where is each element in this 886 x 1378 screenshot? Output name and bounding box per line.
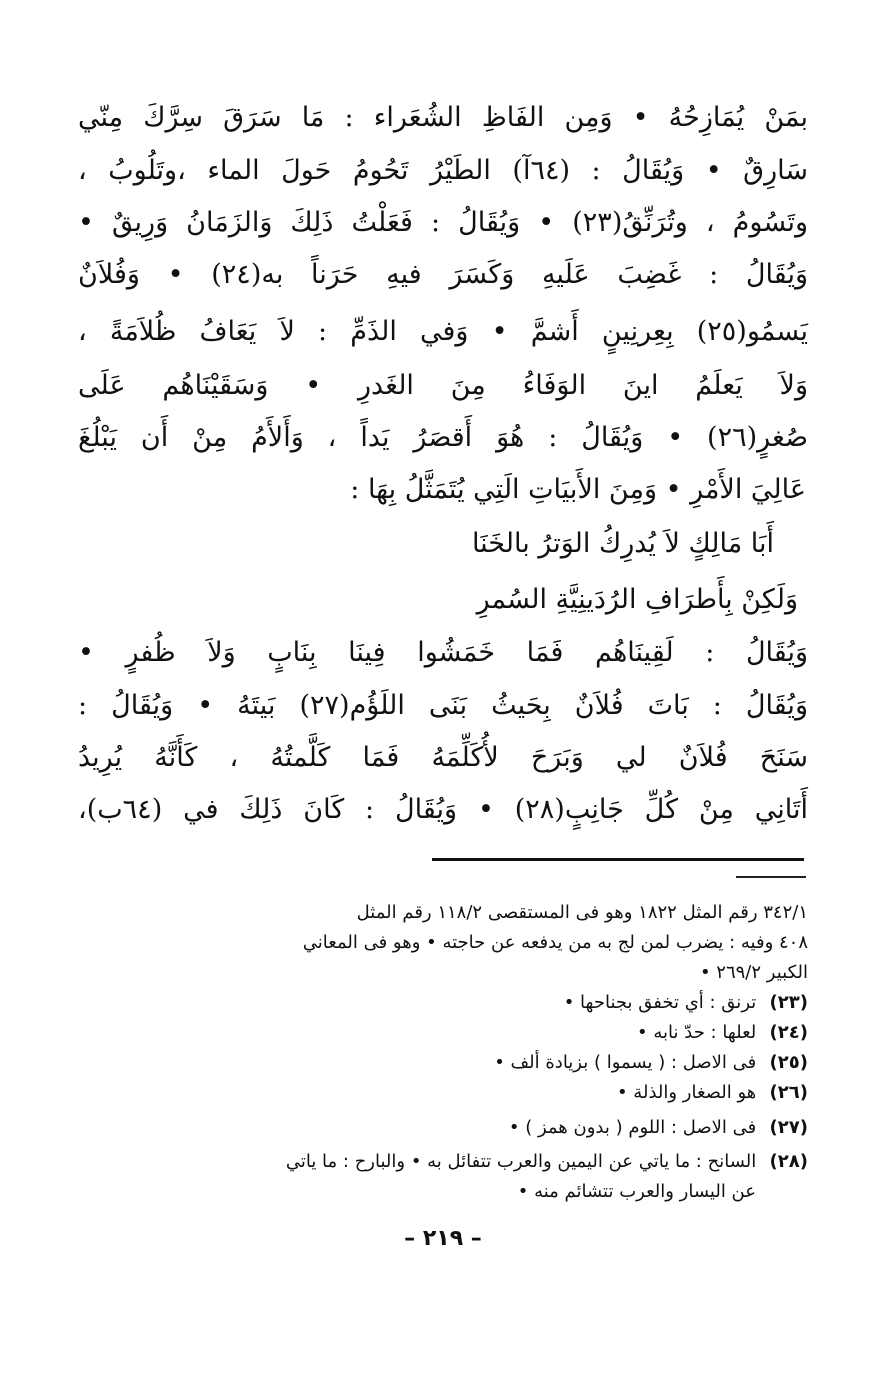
footnote-number: (٢٦) [769, 1082, 808, 1103]
text-line: صُغرٍ(٢٦) • وَيُقَالُ : هُوَ أَقصَرُ يَداً ، وَأَلأَمُ مِنْ أَن يَبْلُغَ [78, 422, 808, 453]
footnote [78, 958, 808, 988]
footnote-text: فى الاصل : ( يسموا ) بزيادة ألف • [494, 1052, 757, 1073]
footnote-text: ٤٠٨ وفيه : يضرب لمن لج به من يدفعه عن حاجته • وهو فى المعاني [302, 932, 808, 953]
text-line: وتَسُومُ ، وتُرَنِّقُ(٢٣) • وَيُقَالُ : فَعَلْتُ ذَلِكَ وَالزَمَانُ وَرِيقٌ • [78, 207, 808, 238]
footnote [78, 928, 808, 958]
footnote-number: (٢٨) [769, 1151, 808, 1172]
footnote-number: (٢٧) [769, 1117, 808, 1138]
footnote-separator [432, 858, 804, 861]
footnote [78, 1147, 808, 1177]
footnote-text: ترنق : أي تخفق بجناحها • [563, 992, 757, 1013]
text-line: سَنَحَ فُلاَنٌ لي وَبَرَحَ لأُكَلِّمَهُ فَمَا كَلَّمتُهُ ، كَأَنَّهُ يُرِيدُ [78, 742, 808, 773]
footnote-text: فى الاصل : اللوم ( بدون همز ) • [508, 1117, 757, 1138]
footnote-text: الكبير ٢٦٩/٢ • [699, 962, 808, 983]
footnote [78, 1018, 808, 1048]
footnote [78, 1177, 756, 1207]
footnote-text: ٣٤٢/١ رقم المثل ١٨٢٢ وهو فى المستقصى ١١٨/٢ رقم المثل [356, 902, 808, 923]
footnote [78, 898, 808, 928]
footnote-text: هو الصغار والذلة • [616, 1082, 757, 1103]
footnote [78, 1113, 808, 1143]
text-line: وَيُقَالُ : غَضِبَ عَلَيهِ وَكَسَرَ فيهِ حَرَناً به(٢٤) • وَفُلاَنٌ [78, 259, 808, 290]
footnote-number: (٢٤) [769, 1022, 808, 1043]
text-line: سَارِقٌ • وَيُقَالُ : (٦٤آ) الطَيْرُ تَحُومُ حَولَ الماء ،وتَلُوبُ ، [78, 155, 808, 186]
verse-line: أَبَا مَالِكٍ لاَ يُدرِكُ الوَترُ بالخَنَا [471, 528, 774, 559]
footnote-text: لعلها : حدّ نابه • [637, 1022, 757, 1043]
text-line: يَسمُو(٢٥) بِعِرنِينٍ أَشمَّ • وَفي الذَمِّ : لاَ يَعَافُ ظُلاَمَةً ، [78, 316, 808, 347]
text-line: أَتَانِي مِنْ كُلِّ جَانِبٍ(٢٨) • وَيُقَالُ : كَانَ ذَلِكَ في (٦٤ب)، [78, 794, 808, 825]
text-line: وَلاَ يَعلَمُ اينَ الوَفَاءُ مِنَ الغَدرِ • وَسَقَيْنَاهُم عَلَى [78, 370, 808, 401]
footnote [78, 988, 808, 1018]
footnote [78, 1078, 808, 1108]
text-line: بمَنْ يُمَازِحُهُ • وَمِن الفَاظِ الشُعَراء : مَا سَرَقَ سِرَّكَ مِنّي [78, 102, 808, 133]
separator-ornament [736, 876, 806, 878]
footnote [78, 1048, 808, 1078]
footnote-text: عن اليسار والعرب تتشائم منه • [517, 1181, 756, 1202]
footnote-number: (٢٣) [769, 992, 808, 1013]
text-line: عَالِيَ الأَمْرِ • وَمِنَ الأَبيَاتِ الَتِي يُتَمَثَّلُ بِهَا : [350, 474, 806, 505]
footnote-number: (٢٥) [769, 1052, 808, 1073]
verse-line: وَلَكِنْ بِأَطرَافِ الرُدَينِيَّةِ السُمرِ [476, 584, 798, 615]
page-number: – ٢١٩ – [404, 1226, 482, 1251]
text-line: وَيُقَالُ : بَاتَ فُلاَنٌ بِحَيثُ بَنَى اللَؤُم(٢٧) بَيتَهُ • وَيُقَالُ : [78, 690, 808, 721]
text-line: وَيُقَالُ : لَقِينَاهُم فَمَا خَمَشُوا فِينَا بِنَابٍ وَلاَ ظُفرٍ • [78, 637, 808, 668]
footnote-text: السانح : ما ياتي عن اليمين والعرب تتفائل به • والبارح : ما ياتي [285, 1151, 757, 1172]
